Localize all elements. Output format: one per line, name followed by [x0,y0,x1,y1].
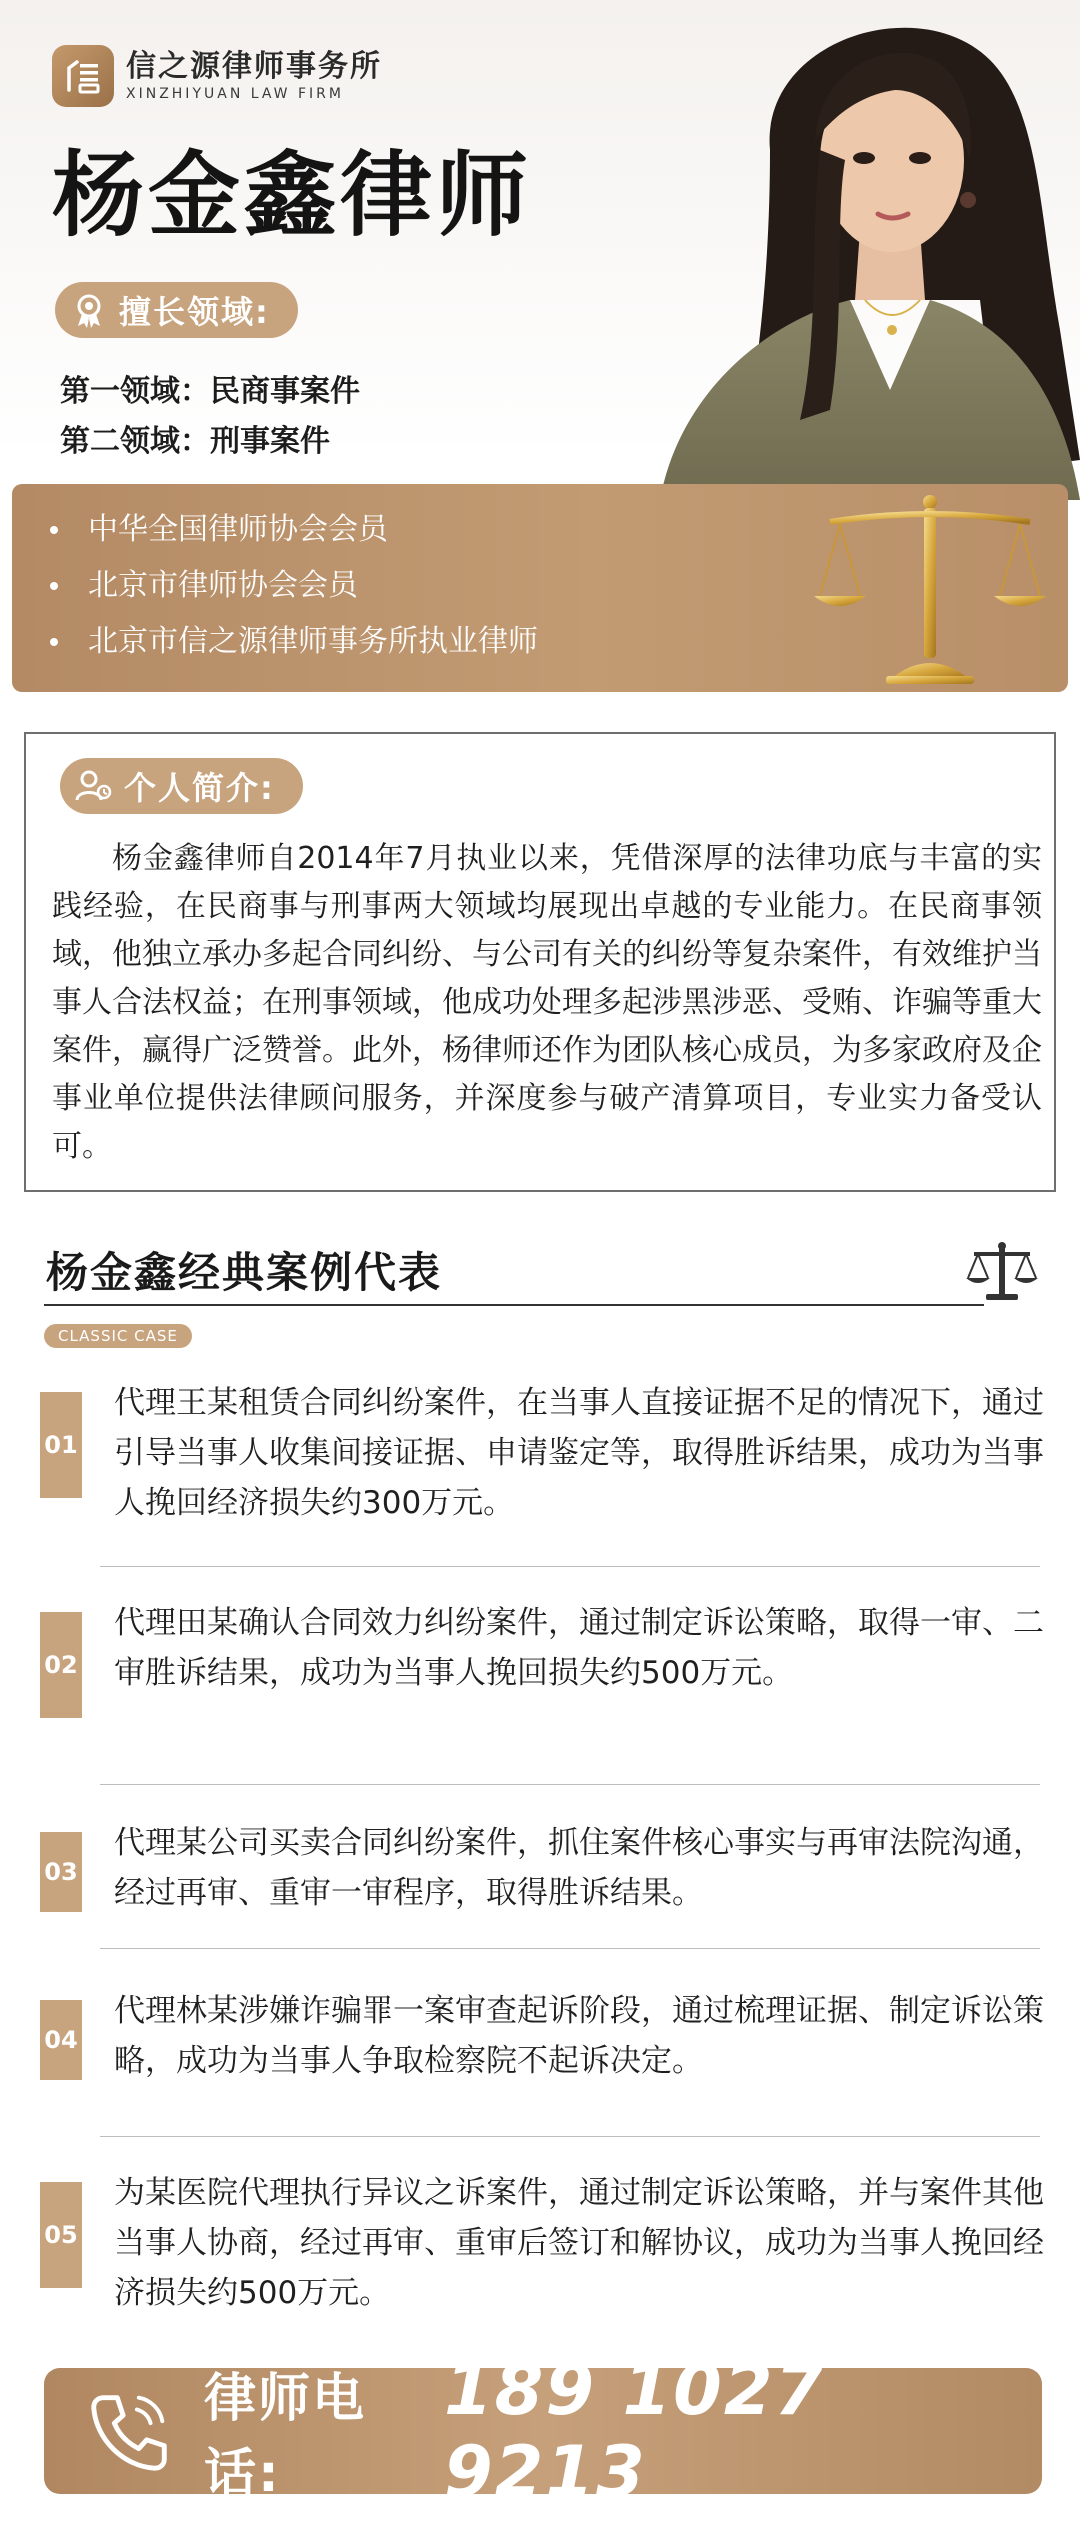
bullet-icon [50,582,58,590]
bullet-icon [50,526,58,534]
award-icon [69,290,109,330]
expertise-pill [55,282,298,338]
membership-list [50,502,538,670]
case-number: 03 [40,1832,82,1912]
lawyer-name: 杨金鑫律师 [52,141,533,249]
title-divider [44,1304,984,1306]
case-number: 04 [40,2000,82,2080]
expertise-field-2: 第二领域：刑事案件 [60,424,330,459]
case-number: 05 [40,2182,82,2288]
membership-item: 中华全国律师协会会员 [50,502,538,558]
membership-item: 北京市信之源律师事务所执业律师 [50,614,538,670]
membership-item: 北京市律师协会会员 [50,558,538,614]
expertise-label: 擅长领域: [119,293,270,331]
firm-name-en: XINZHIYUAN LAW FIRM [126,86,344,102]
firm-logo [52,40,382,112]
bio-label: 个人简介: [124,769,275,807]
scale-icon [966,1240,1038,1304]
phone-contact-bar[interactable] [44,2349,1042,2513]
case-number: 01 [40,1392,82,1498]
case-divider [100,1948,1040,1949]
case-divider [100,1784,1040,1785]
bullet-icon [50,638,58,646]
phone-label: 律师电话: [204,2369,367,2504]
profile-icon [74,766,114,806]
bio-text: 杨金鑫律师自2014年7月执业以来，凭借深厚的法律功底与丰富的实践经验，在民商事与刑事两大领域均展现出卓越的专业能力。在民商事领域，他独立承办多起合同纠纷、与公司有关的纠纷等复杂案件，有效维护当事人合法权益；在刑事领域，他成功处理多起涉黑涉恶、受贿、诈骗等重大案件，赢得广泛赞誉。此外，杨律师还作为团队核心成员，为多家政府及企事业单位提供法律顾问服务，并深度参与破产清算项目，专业实力备受认可。 [52,841,1042,1164]
firm-name-cn: 信之源律师事务所 [126,49,382,84]
cases-title: 杨金鑫经典案例代表 [46,1248,443,1297]
case-text: 代理某公司买卖合同纠纷案件，抓住案件核心事实与再审法院沟通，经过再审、重审一审程序，取得胜诉结果。 [114,1825,1044,1911]
case-text: 为某医院代理执行异议之诉案件，通过制定诉讼策略，并与案件其他当事人协商，经过再审、重审后签订和解协议，成功为当事人挽回经济损失约500万元。 [114,2175,1044,2311]
case-divider [100,2136,1040,2137]
phone-icon [82,2383,176,2479]
justice-scale-icon [810,488,1050,688]
case-text: 代理林某涉嫌诈骗罪一案审查起诉阶段，通过梳理证据、制定诉讼策略，成功为当事人争取检察院不起诉决定。 [114,1993,1044,2079]
case-divider [100,1566,1040,1567]
case-text: 代理王某租赁合同纠纷案件，在当事人直接证据不足的情况下，通过引导当事人收集间接证据、申请鉴定等，取得胜诉结果，成功为当事人挽回经济损失约300万元。 [114,1385,1044,1521]
bio-pill [60,758,303,814]
expertise-field-1: 第一领域：民商事案件 [60,374,360,409]
case-text: 代理田某确认合同效力纠纷案件，通过制定诉讼策略，取得一审、二审胜诉结果，成功为当事人挽回损失约500万元。 [114,1605,1044,1691]
firm-logo-icon [52,45,114,107]
phone-number[interactable]: 189 1027 9213 [443,2349,826,2513]
lawyer-portrait [620,0,1080,500]
case-number: 02 [40,1612,82,1718]
classic-case-tag: CLASSIC CASE [44,1324,192,1348]
